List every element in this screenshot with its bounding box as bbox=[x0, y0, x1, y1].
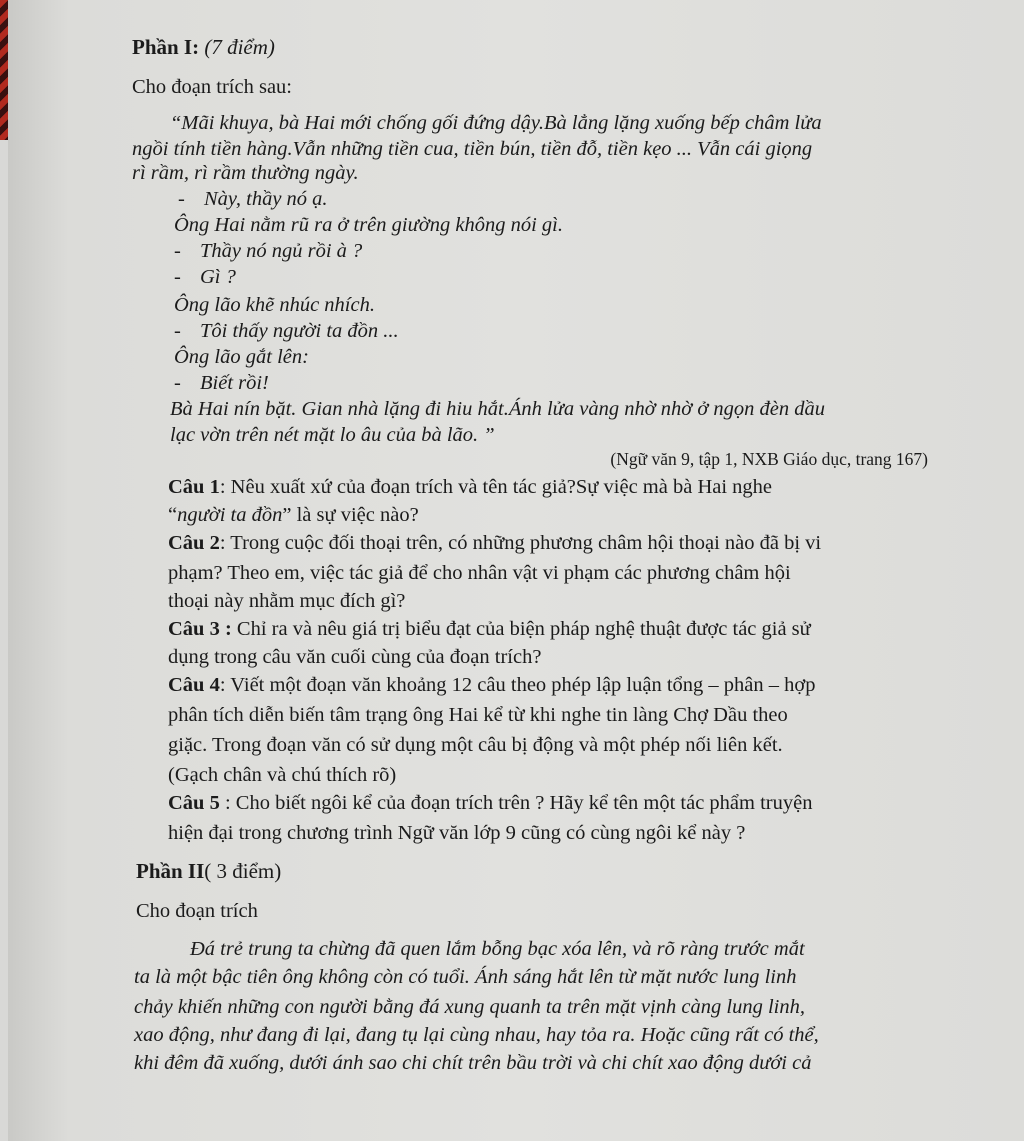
question-1-text-1: : Nêu xuất xứ của đoạn trích và tên tác giả?Sự việc mà bà Hai nghe bbox=[219, 476, 773, 498]
question-3-label: Câu 3 : bbox=[168, 618, 232, 640]
dialogue-2: - Thầy nó ngủ rồi à ? bbox=[174, 240, 363, 262]
excerpt-line-2: ngồi tính tiền hàng.Vẫn những tiền cua, tiền bún, tiền đỗ, tiền kẹo ... Vẫn cái giọng bbox=[132, 138, 813, 160]
dialogue-4-text: Tôi thấy người ta đồn ... bbox=[200, 320, 399, 342]
narration-2: Ông lão khẽ nhúc nhích. bbox=[174, 294, 375, 316]
question-5-line-2: hiện đại trong chương trình Ngữ văn lớp 9 cũng có cùng ngôi kể này ? bbox=[168, 822, 746, 844]
part2-excerpt-line-4: xao động, như đang đi lại, đang tụ lại cùng nhau, hay tỏa ra. Hoặc cũng rất có thể, bbox=[134, 1024, 819, 1046]
part2-title: Phần II bbox=[136, 859, 205, 883]
page-content bbox=[132, 34, 932, 1074]
question-2-line-1 bbox=[168, 530, 968, 556]
question-3-line-2: dụng trong câu văn cuối cùng của đoạn trích? bbox=[168, 646, 542, 668]
dialogue-3-text: Gì ? bbox=[200, 266, 236, 288]
narration-5: lạc vờn trên nét mặt lo âu của bà lão. ” bbox=[170, 424, 495, 446]
question-1-line-1 bbox=[168, 474, 968, 500]
question-1-open-quote: “ bbox=[168, 504, 178, 526]
question-1-line-2 bbox=[168, 502, 968, 528]
narration-3: Ông lão gắt lên: bbox=[174, 346, 309, 368]
dialogue-3: - Gì ? bbox=[174, 266, 236, 288]
part1-heading bbox=[132, 34, 932, 60]
question-5-text-1: : Cho biết ngôi kể của đoạn trích trên ? Hãy kể tên một tác phẩm truyện bbox=[219, 792, 813, 814]
part2-intro: Cho đoạn trích bbox=[136, 900, 258, 922]
question-4-text-1: : Viết một đoạn văn khoảng 12 câu theo phép lập luận tổng – phân – hợp bbox=[219, 674, 816, 696]
part2-excerpt-line-1: Đá trẻ trung ta chừng đã quen lắm bỗng bạc xóa lên, và rõ ràng trước mắt bbox=[190, 938, 805, 960]
dialogue-5: - Biết rồi! bbox=[174, 372, 269, 394]
question-1-text-2: ” là sự việc nào? bbox=[282, 504, 419, 526]
question-3-line-1 bbox=[168, 616, 968, 642]
question-2-line-2: phạm? Theo em, việc tác giả để cho nhân vật vi phạm các phương châm hội bbox=[168, 562, 791, 584]
narration-4: Bà Hai nín bặt. Gian nhà lặng đi hiu hắt.Ánh lửa vàng nhờ nhờ ở ngọn đèn dầu bbox=[170, 398, 825, 420]
dialogue-4: - Tôi thấy người ta đồn ... bbox=[174, 320, 399, 342]
question-2-text-1: : Trong cuộc đối thoại trên, có những phương châm hội thoại nào đã bị vi bbox=[219, 532, 822, 554]
excerpt-line-1: “Mãi khuya, bà Hai mới chống gối đứng dậy.Bà lẳng lặng xuống bếp châm lửa bbox=[170, 112, 822, 134]
part1-intro: Cho đoạn trích sau: bbox=[132, 76, 292, 98]
excerpt-source: (Ngữ văn 9, tập 1, NXB Giáo dục, trang 167) bbox=[610, 449, 928, 469]
question-5-line-1 bbox=[168, 790, 968, 816]
part2-heading bbox=[136, 858, 936, 884]
question-3-text-1: Chỉ ra và nêu giá trị biểu đạt của biện pháp nghệ thuật được tác giả sử bbox=[231, 618, 811, 640]
exam-page bbox=[8, 0, 1024, 1141]
dialogue-1: - Này, thầy nó ạ. bbox=[178, 188, 328, 210]
question-2-line-3: thoại này nhằm mục đích gì? bbox=[168, 590, 406, 612]
question-4-line-4: (Gạch chân và chú thích rõ) bbox=[168, 764, 397, 786]
dialogue-2-text: Thầy nó ngủ rồi à ? bbox=[200, 240, 363, 262]
question-1-label: Câu 1 bbox=[168, 476, 220, 498]
part2-excerpt-line-2: ta là một bậc tiên ông không còn có tuổi. Ánh sáng hắt lên từ mặt nước lung linh bbox=[134, 966, 797, 988]
narration-1: Ông Hai nằm rũ ra ở trên giường không nói gì. bbox=[174, 214, 563, 236]
part1-title: Phần I: bbox=[132, 35, 200, 59]
excerpt-line-3: rì rầm, rì rầm thường ngày. bbox=[132, 162, 359, 184]
question-5-label: Câu 5 bbox=[168, 792, 220, 814]
dialogue-1-text: Này, thầy nó ạ. bbox=[204, 188, 328, 210]
question-2-label: Câu 2 bbox=[168, 532, 220, 554]
part1-points: (7 điểm) bbox=[204, 35, 275, 59]
part2-excerpt-line-3: chảy khiến những con người bằng đá xung quanh ta trên mặt vịnh càng lung linh, bbox=[134, 996, 805, 1018]
question-4-line-2: phân tích diễn biến tâm trạng ông Hai kể từ khi nghe tin làng Chợ Dầu theo bbox=[168, 704, 788, 726]
question-1-quote: người ta đồn bbox=[177, 504, 283, 526]
part2-points: ( 3 điểm) bbox=[204, 859, 282, 883]
part2-excerpt-line-5: khi đêm đã xuống, dưới ánh sao chi chít trên bầu trời và chi chít xao động dưới cả bbox=[134, 1052, 812, 1074]
dialogue-5-text: Biết rồi! bbox=[200, 372, 269, 394]
question-4-line-1 bbox=[168, 672, 968, 698]
question-4-label: Câu 4 bbox=[168, 674, 220, 696]
question-4-line-3: giặc. Trong đoạn văn có sử dụng một câu bị động và một phép nối liên kết. bbox=[168, 734, 783, 756]
